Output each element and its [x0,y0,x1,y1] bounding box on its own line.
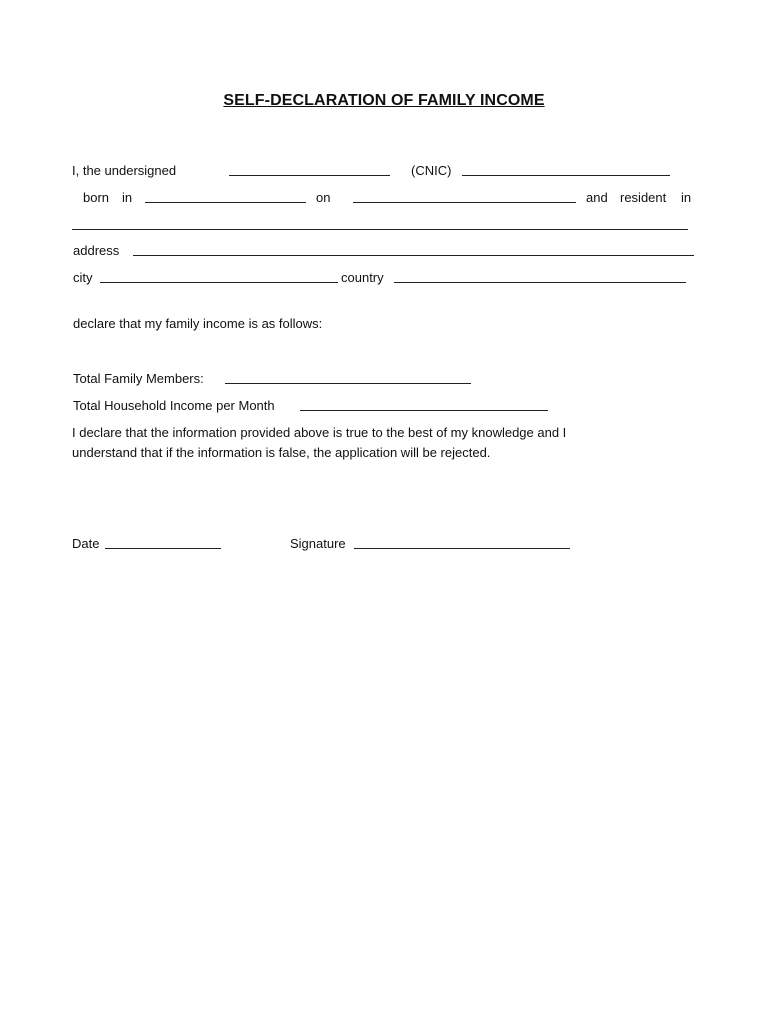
declare-intro-text: declare that my family income is as follows: [73,316,323,331]
total-members-label: Total Family Members: [73,371,204,386]
total-income-field[interactable] [300,410,548,411]
page-title: SELF-DECLARATION OF FAMILY INCOME [223,92,545,109]
city-field[interactable] [100,282,338,283]
address-field[interactable] [133,255,694,256]
cnic-label: (CNIC) [411,163,452,178]
total-members-field[interactable] [225,383,471,384]
declaration-paragraph [72,423,692,463]
total-members-row [72,370,492,388]
declare-intro [72,315,472,333]
cnic-field[interactable] [462,175,670,176]
declaration-line-1: I declare that the information provided above is true to the best of my knowledge and I [72,425,567,440]
birthdate-field[interactable] [353,202,576,203]
residence-field[interactable] [72,229,688,230]
address-label: address [73,243,120,258]
city-country-row [72,269,688,287]
in2-label: in [681,190,692,205]
resident-label: resident [620,190,667,205]
date-signature-row [72,535,572,553]
country-label: country [341,270,384,285]
country-field[interactable] [394,282,686,283]
on-label: on [316,190,331,205]
declaration-line-2: understand that if the information is false, the application will be rejected. [72,445,491,460]
born-label: born [83,190,110,205]
signature-field[interactable] [354,548,570,549]
total-income-label: Total Household Income per Month [73,398,275,413]
undersigned-label: I, the undersigned [72,163,177,178]
birthplace-field[interactable] [145,202,306,203]
name-field[interactable] [229,175,390,176]
address-row [72,242,696,260]
undersigned-row [72,162,692,180]
residence-row [72,216,692,234]
in-label: in [122,190,133,205]
date-field[interactable] [105,548,221,549]
city-label: city [73,270,93,285]
birth-row [72,189,694,207]
and-label: and [586,190,608,205]
signature-label: Signature [290,536,346,551]
total-income-row [72,397,552,415]
date-label: Date [72,536,100,551]
